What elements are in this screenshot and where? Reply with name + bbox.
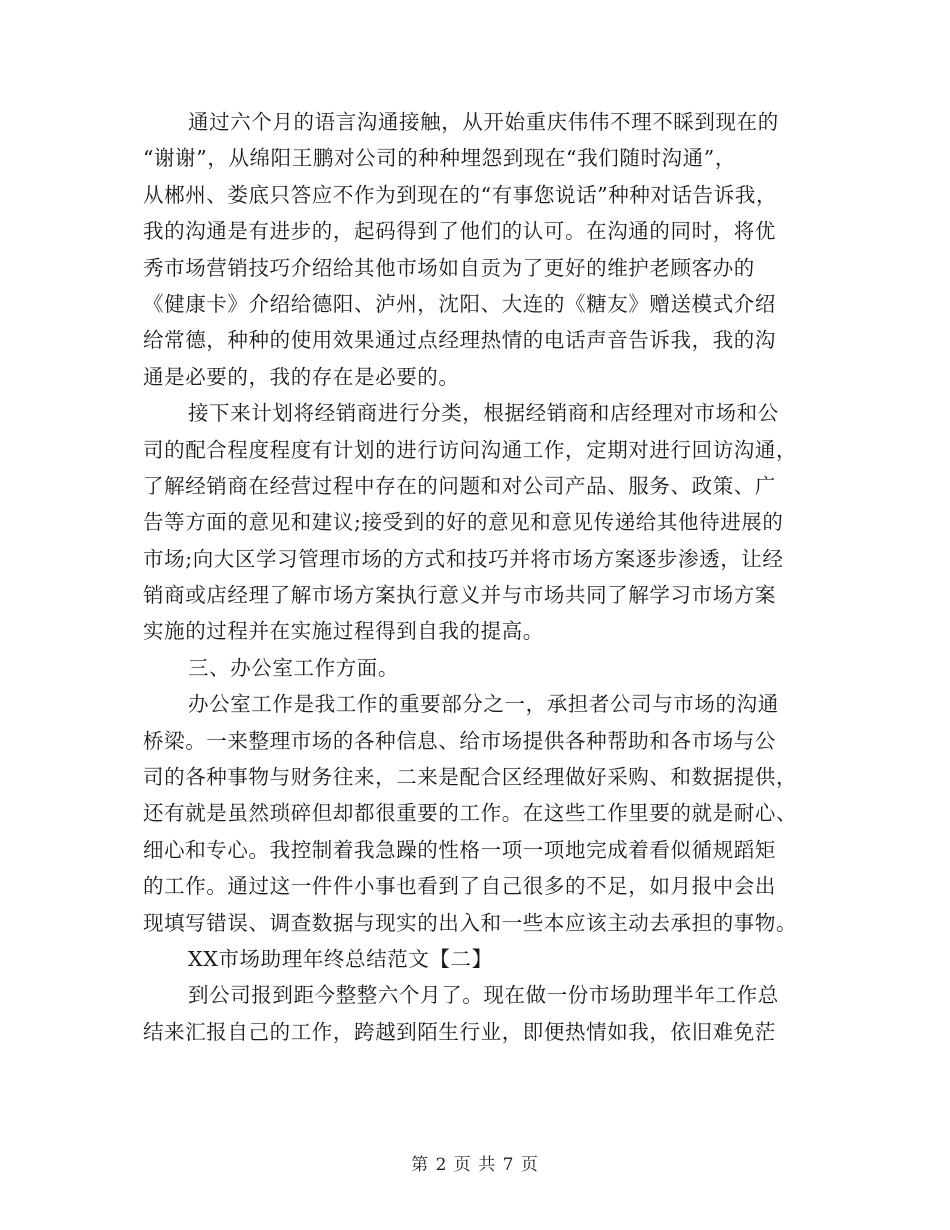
paragraph-1-line-2: “谢谢”，从绵阳王鹏对公司的种种埋怨到现在“我们随时沟通”， (143, 146, 736, 171)
paragraph-1-line-4: 我的沟通是有进步的，起码得到了他们的认可。在沟通的同时，将优 (143, 219, 776, 244)
paragraph-3-line-7: 现填写错误、调查数据与现实的出入和一些本应该主动去承担的事物。 (143, 910, 798, 935)
paragraph-3-line-1: 办公室工作是我工作的重要部分之一，承担者公司与市场的沟通 (188, 692, 779, 717)
paragraph-1-line-6: 《健康卡》介绍给德阳、泸州，沈阳、大连的《糖友》赠送模式介绍 (143, 291, 776, 316)
paragraph-2-line-6: 销商或店经理了解市场方案执行意义并与市场共同了解学习市场方案 (143, 583, 776, 608)
paragraph-4-line-1: 到公司报到距今整整六个月了。现在做一份市场助理半年工作总 (188, 983, 779, 1008)
paragraph-2-line-7: 实施的过程并在实施过程得到自我的提高。 (143, 619, 544, 644)
document-body (143, 104, 809, 1050)
paragraph-1-line-7: 给常德，种种的使用效果通过点经理热情的电话声音告诉我，我的沟 (143, 328, 776, 353)
paragraph-3-line-6: 的工作。通过这一件件小事也看到了自己很多的不足，如月报中会出 (143, 874, 776, 899)
paragraph-1-line-3: 从郴州、娄底只答应不作为到现在的“有事您说话”种种对话告诉我， (143, 182, 778, 207)
paragraph-2-line-3: 了解经销商在经营过程中存在的问题和对公司产品、服务、政策、广 (143, 473, 776, 498)
section-heading-office-work: 三、办公室工作方面。 (188, 655, 399, 680)
paragraph-2-line-1: 接下来计划将经销商进行分类，根据经销商和店经理对市场和公 (188, 401, 779, 426)
paragraph-2-line-4: 告等方面的意见和建议;接受到的好的意见和意见传递给其他待进展的 (143, 510, 784, 535)
paragraph-3-line-2: 桥梁。一来整理市场的各种信息、给市场提供各种帮助和各市场与公 (143, 728, 776, 753)
paragraph-2-line-5: 市场;向大区学习管理市场的方式和技巧并将市场方案逐步渗透，让经 (143, 546, 784, 571)
paragraph-3-line-4: 还有就是虽然琐碎但却都很重要的工作。在这些工作里要的就是耐心、 (143, 801, 798, 826)
paragraph-4-line-2: 结来汇报自己的工作，跨越到陌生行业，即便热情如我，依旧难免茫 (143, 1019, 776, 1044)
paragraph-3-line-3: 司的各种事物与财务往来，二来是配合区经理做好采购、和数据提供， (143, 765, 798, 790)
page-number-footer: 第 2 页 共 7 页 (411, 1155, 539, 1175)
paragraph-1-line-8: 通是必要的，我的存在是必要的。 (143, 364, 460, 389)
section-heading-sample-two: XX市场助理年终总结范文【二】 (188, 946, 493, 971)
paragraph-1-line-5: 秀市场营销技巧介绍给其他市场如自贡为了更好的维护老顾客办的 (143, 255, 755, 280)
paragraph-2-line-2: 司的配合程度程度有计划的进行访问沟通工作，定期对进行回访沟通， (143, 437, 798, 462)
paragraph-1-line-1: 通过六个月的语言沟通接触，从开始重庆伟伟不理不睬到现在的 (188, 110, 779, 134)
paragraph-3-line-5: 细心和专心。我控制着我急躁的性格一项一项地完成着看似循规蹈矩 (143, 837, 776, 862)
